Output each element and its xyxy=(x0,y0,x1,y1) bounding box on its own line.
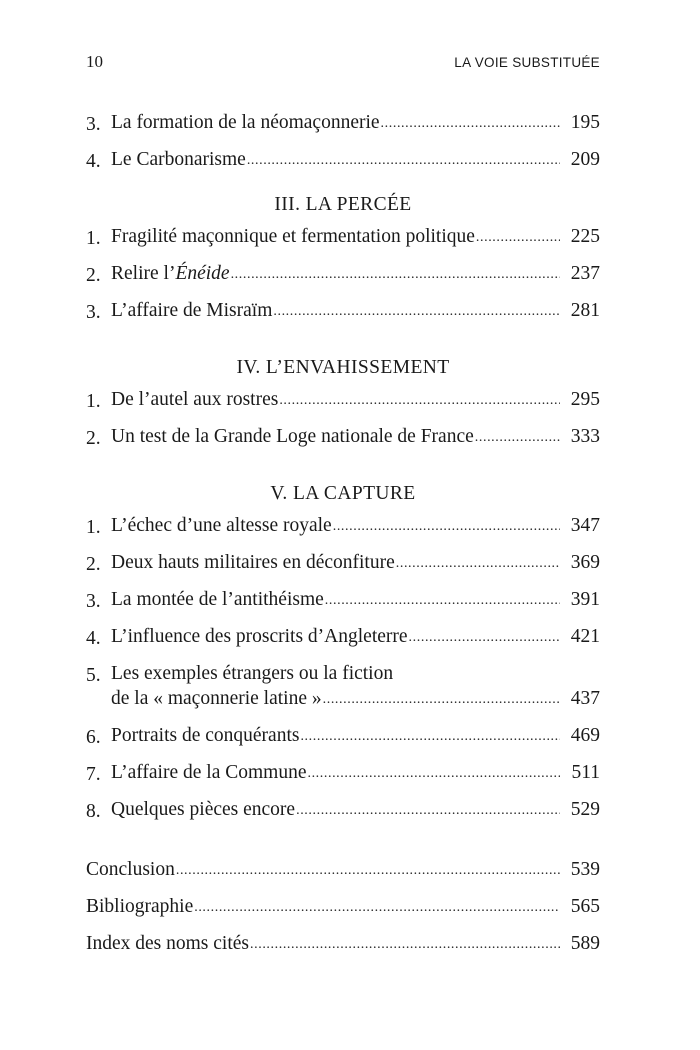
dot-leader xyxy=(325,588,560,613)
table-of-contents xyxy=(86,100,600,958)
entry-number: 8. xyxy=(86,801,101,822)
dot-leader xyxy=(476,225,560,250)
dot-leader xyxy=(409,625,560,650)
entry-title: L’affaire de la Commune xyxy=(111,762,307,783)
toc-entry xyxy=(86,414,600,451)
entry-title-line2: de la « maçonnerie latine » xyxy=(111,688,322,709)
dot-leader xyxy=(247,148,560,173)
page-number: 10 xyxy=(86,52,103,71)
entry-page: 347 xyxy=(570,515,600,536)
toc-entry xyxy=(86,137,600,174)
entry-page: 195 xyxy=(570,112,600,133)
dot-leader xyxy=(333,514,560,539)
toc-entry xyxy=(86,226,600,251)
entry-title: La formation de la néomaçonnerie xyxy=(111,112,380,133)
entry-number: 2. xyxy=(86,265,101,286)
entry-title-line1: Les exemples étrangers ou la fiction xyxy=(111,663,394,684)
entry-page: 369 xyxy=(570,552,600,573)
entry-number: 2. xyxy=(86,554,101,575)
entry-number: 5. xyxy=(86,665,101,686)
entry-title: Bibliographie xyxy=(86,896,194,917)
dot-leader xyxy=(279,388,560,413)
dot-leader xyxy=(300,724,560,749)
part-title: III. LA PERCÉE xyxy=(274,194,412,215)
running-title: LA VOIE SUBSTITUÉE xyxy=(454,55,600,70)
dot-leader xyxy=(176,858,560,883)
entry-number: 1. xyxy=(86,228,101,249)
entry-title: Fragilité maçonnique et fermentation politique xyxy=(111,226,475,247)
toc-entry-backmatter xyxy=(86,921,600,958)
dot-leader xyxy=(194,895,560,920)
toc-entry xyxy=(86,389,600,414)
dot-leader xyxy=(231,262,560,287)
toc-entry-backmatter xyxy=(86,824,600,884)
entry-title: Quelques pièces encore xyxy=(111,799,296,820)
entry-title: L’affaire de Misraïm xyxy=(111,300,273,321)
dot-leader xyxy=(307,761,560,786)
entry-page: 529 xyxy=(570,799,600,820)
entry-page: 225 xyxy=(570,226,600,247)
part-title: IV. L’ENVAHISSEMENT xyxy=(236,357,450,378)
toc-entry xyxy=(86,750,600,787)
entry-title: De l’autel aux rostres xyxy=(111,389,279,410)
toc-entry xyxy=(86,100,600,137)
entry-title: Le Carbonarisme xyxy=(111,149,246,170)
entry-page: 391 xyxy=(570,589,600,610)
dot-leader xyxy=(396,551,560,576)
toc-entry xyxy=(86,288,600,325)
entry-title-italic: Énéide xyxy=(175,263,230,284)
entry-number: 3. xyxy=(86,302,101,323)
toc-entry xyxy=(86,577,600,614)
entry-title: Deux hauts militaires en déconfiture xyxy=(111,552,395,573)
entry-number: 3. xyxy=(86,591,101,612)
entry-number: 7. xyxy=(86,764,101,785)
entry-number: 3. xyxy=(86,114,101,135)
running-head xyxy=(86,52,600,74)
entry-page: 237 xyxy=(570,263,600,284)
entry-page: 565 xyxy=(570,896,600,917)
toc-entry xyxy=(86,787,600,824)
entry-title: Conclusion xyxy=(86,859,175,880)
toc-entry xyxy=(86,713,600,750)
entry-title: Portraits de conquérants xyxy=(111,725,300,746)
entry-title xyxy=(111,261,230,286)
dot-leader xyxy=(296,798,560,823)
dot-leader xyxy=(273,299,560,324)
entry-number: 1. xyxy=(86,517,101,538)
entry-title: Index des noms cités xyxy=(86,933,250,954)
dot-leader xyxy=(475,425,560,450)
toc-entry xyxy=(86,651,600,713)
entry-number: 6. xyxy=(86,727,101,748)
entry-title: Un test de la Grande Loge nationale de France xyxy=(111,426,474,447)
entry-page: 421 xyxy=(570,626,600,647)
entry-title-prefix: Relire l’ xyxy=(111,263,176,284)
entry-page: 469 xyxy=(570,725,600,746)
entry-page: 333 xyxy=(570,426,600,447)
entry-page: 209 xyxy=(570,149,600,170)
dot-leader xyxy=(323,687,560,712)
toc-entry xyxy=(86,515,600,540)
part-title: V. LA CAPTURE xyxy=(270,483,416,504)
entry-page: 437 xyxy=(570,688,600,709)
entry-title: L’influence des proscrits d’Angleterre xyxy=(111,626,408,647)
entry-page: 539 xyxy=(570,859,600,880)
entry-title: La montée de l’antithéisme xyxy=(111,589,324,610)
entry-number: 2. xyxy=(86,428,101,449)
entry-page: 511 xyxy=(571,762,600,783)
toc-entry xyxy=(86,614,600,651)
entry-number: 1. xyxy=(86,391,101,412)
entry-page: 281 xyxy=(570,300,600,321)
entry-number: 4. xyxy=(86,151,101,172)
dot-leader xyxy=(381,111,560,136)
entry-page: 589 xyxy=(570,933,600,954)
toc-entry xyxy=(86,251,600,288)
dot-leader xyxy=(250,932,560,957)
entry-title: L’échec d’une altesse royale xyxy=(111,515,332,536)
toc-entry xyxy=(86,540,600,577)
entry-number: 4. xyxy=(86,628,101,649)
toc-entry-backmatter xyxy=(86,884,600,921)
entry-page: 295 xyxy=(570,389,600,410)
